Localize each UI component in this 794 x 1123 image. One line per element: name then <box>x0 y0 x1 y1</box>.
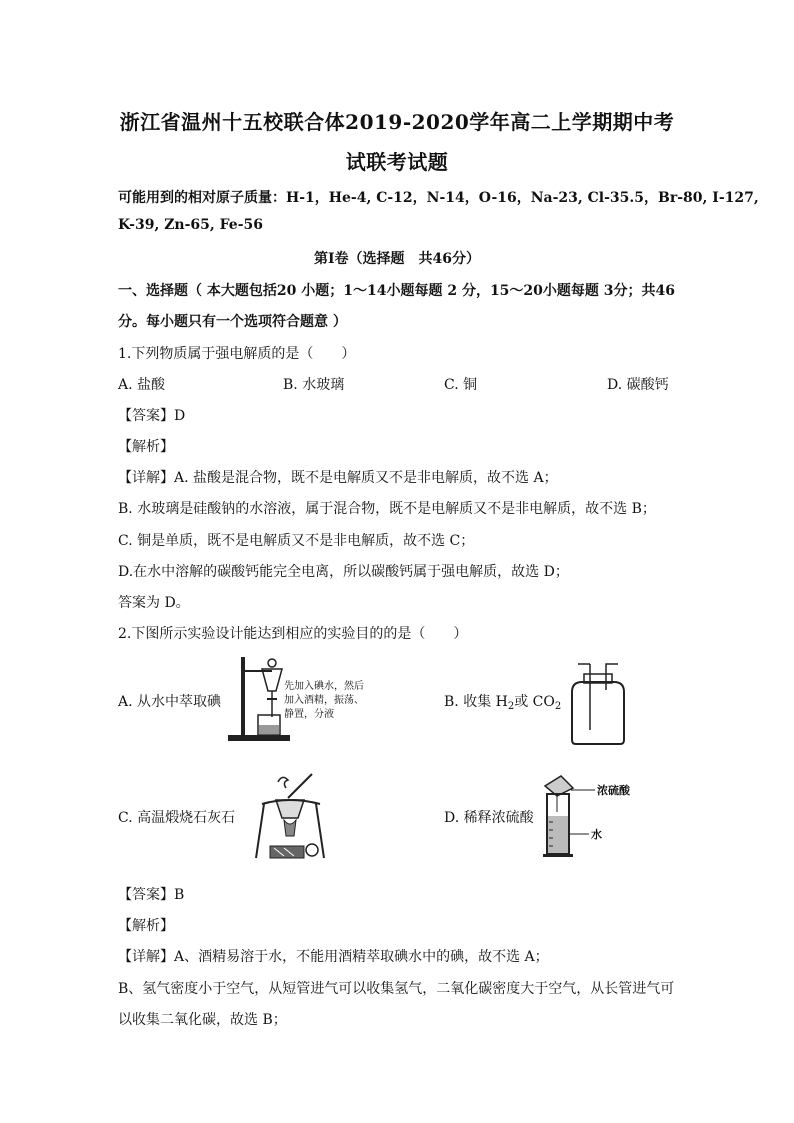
figure-a-note-line3: 静置，分液 <box>284 709 334 720</box>
section-title: 第Ⅰ卷（选择题 共46分） <box>313 251 481 267</box>
separatory-funnel-figure <box>228 655 398 745</box>
option-b-sub-h2: 2 <box>507 701 515 712</box>
page-title-line2: 试联考试题 <box>345 150 449 174</box>
label-concentrated-acid: 浓硫酸 <box>597 784 630 797</box>
atomic-masses-line1: 可能用到的相对原子质量：H-1，He-4, C-12，N-14，O-16，Na-23, Cl-35.5，Br-80, I-127, <box>118 190 759 206</box>
question-1-answer: 【答案】D <box>118 408 186 424</box>
question-1-option-a: A. 盐酸 <box>118 377 166 393</box>
crucible-heating-figure <box>250 770 330 866</box>
question-2-stem: 2.下图所示实验设计能达到相应的实验目的的是（ ） <box>118 626 468 642</box>
question-1-option-d: D. 碳酸钙 <box>607 377 669 393</box>
question-1-detail-b: B. 水玻璃是硅酸钠的水溶液，属于混合物，既不是电解质又不是非电解质，故不选 B； <box>118 501 656 517</box>
gas-collection-bottle-figure <box>568 660 628 745</box>
question-1-analysis-label: 【解析】 <box>118 439 174 455</box>
question-2-option-a: A. 从水中萃取碘 <box>118 694 222 710</box>
option-b-sub-co2: 2 <box>554 701 562 712</box>
page-title-line1: 浙江省温州十五校联合体2019-2020学年高二上学期期中考 <box>119 110 675 134</box>
question-1-detail-c: C. 铜是单质，既不是电解质又不是非电解质，故不选 C； <box>118 533 475 549</box>
question-2-answer: 【答案】B <box>118 887 185 903</box>
part-intro-line2: 分。每小题只有一个选项符合题意 ） <box>118 314 347 330</box>
option-b-prefix: B. 收集 H <box>444 694 508 710</box>
question-1-detail-a: 【详解】A. 盐酸是混合物，既不是电解质又不是非电解质，故不选 A； <box>118 470 558 486</box>
question-1-conclusion: 答案为 D。 <box>118 595 190 611</box>
option-b-mid: 或 CO <box>514 694 555 710</box>
figure-a-note-line1: 先加入碘水，然后 <box>284 681 364 692</box>
question-2-option-c: C. 高温煅烧石灰石 <box>118 810 236 826</box>
question-2-detail-a: 【详解】A、酒精易溶于水，不能用酒精萃取碘水中的碘，故不选 A； <box>118 949 549 965</box>
question-1-detail-d: D.在水中溶解的碳酸钙能完全电离，所以碳酸钙属于强电解质，故选 D； <box>118 564 569 580</box>
label-water: 水 <box>591 828 602 841</box>
acid-dilution-figure <box>543 772 635 858</box>
question-2-detail-b-line2: 以收集二氧化碳，故选 B； <box>118 1012 287 1028</box>
question-2-option-b <box>444 691 561 712</box>
atomic-masses-line2: K-39, Zn-65, Fe-56 <box>118 217 264 233</box>
question-2-option-d: D. 稀释浓硫酸 <box>444 810 534 826</box>
question-1-option-b: B. 水玻璃 <box>283 377 345 393</box>
question-1-stem: 1.下列物质属于强电解质的是（ ） <box>118 346 356 362</box>
question-1-option-c: C. 铜 <box>444 377 478 393</box>
part-intro-line1: 一、选择题（ 本大题包括20 小题；1～14小题每题 2 分，15～20小题每题 3分；共46 <box>118 283 676 299</box>
figure-a-note-line2: 加入酒精，振荡、 <box>284 695 364 706</box>
question-2-detail-b-line1: B、氢气密度小于空气，从短管进气可以收集氢气，二氧化碳密度大于空气，从长管进气可 <box>118 981 675 997</box>
question-2-analysis-label: 【解析】 <box>118 918 174 934</box>
